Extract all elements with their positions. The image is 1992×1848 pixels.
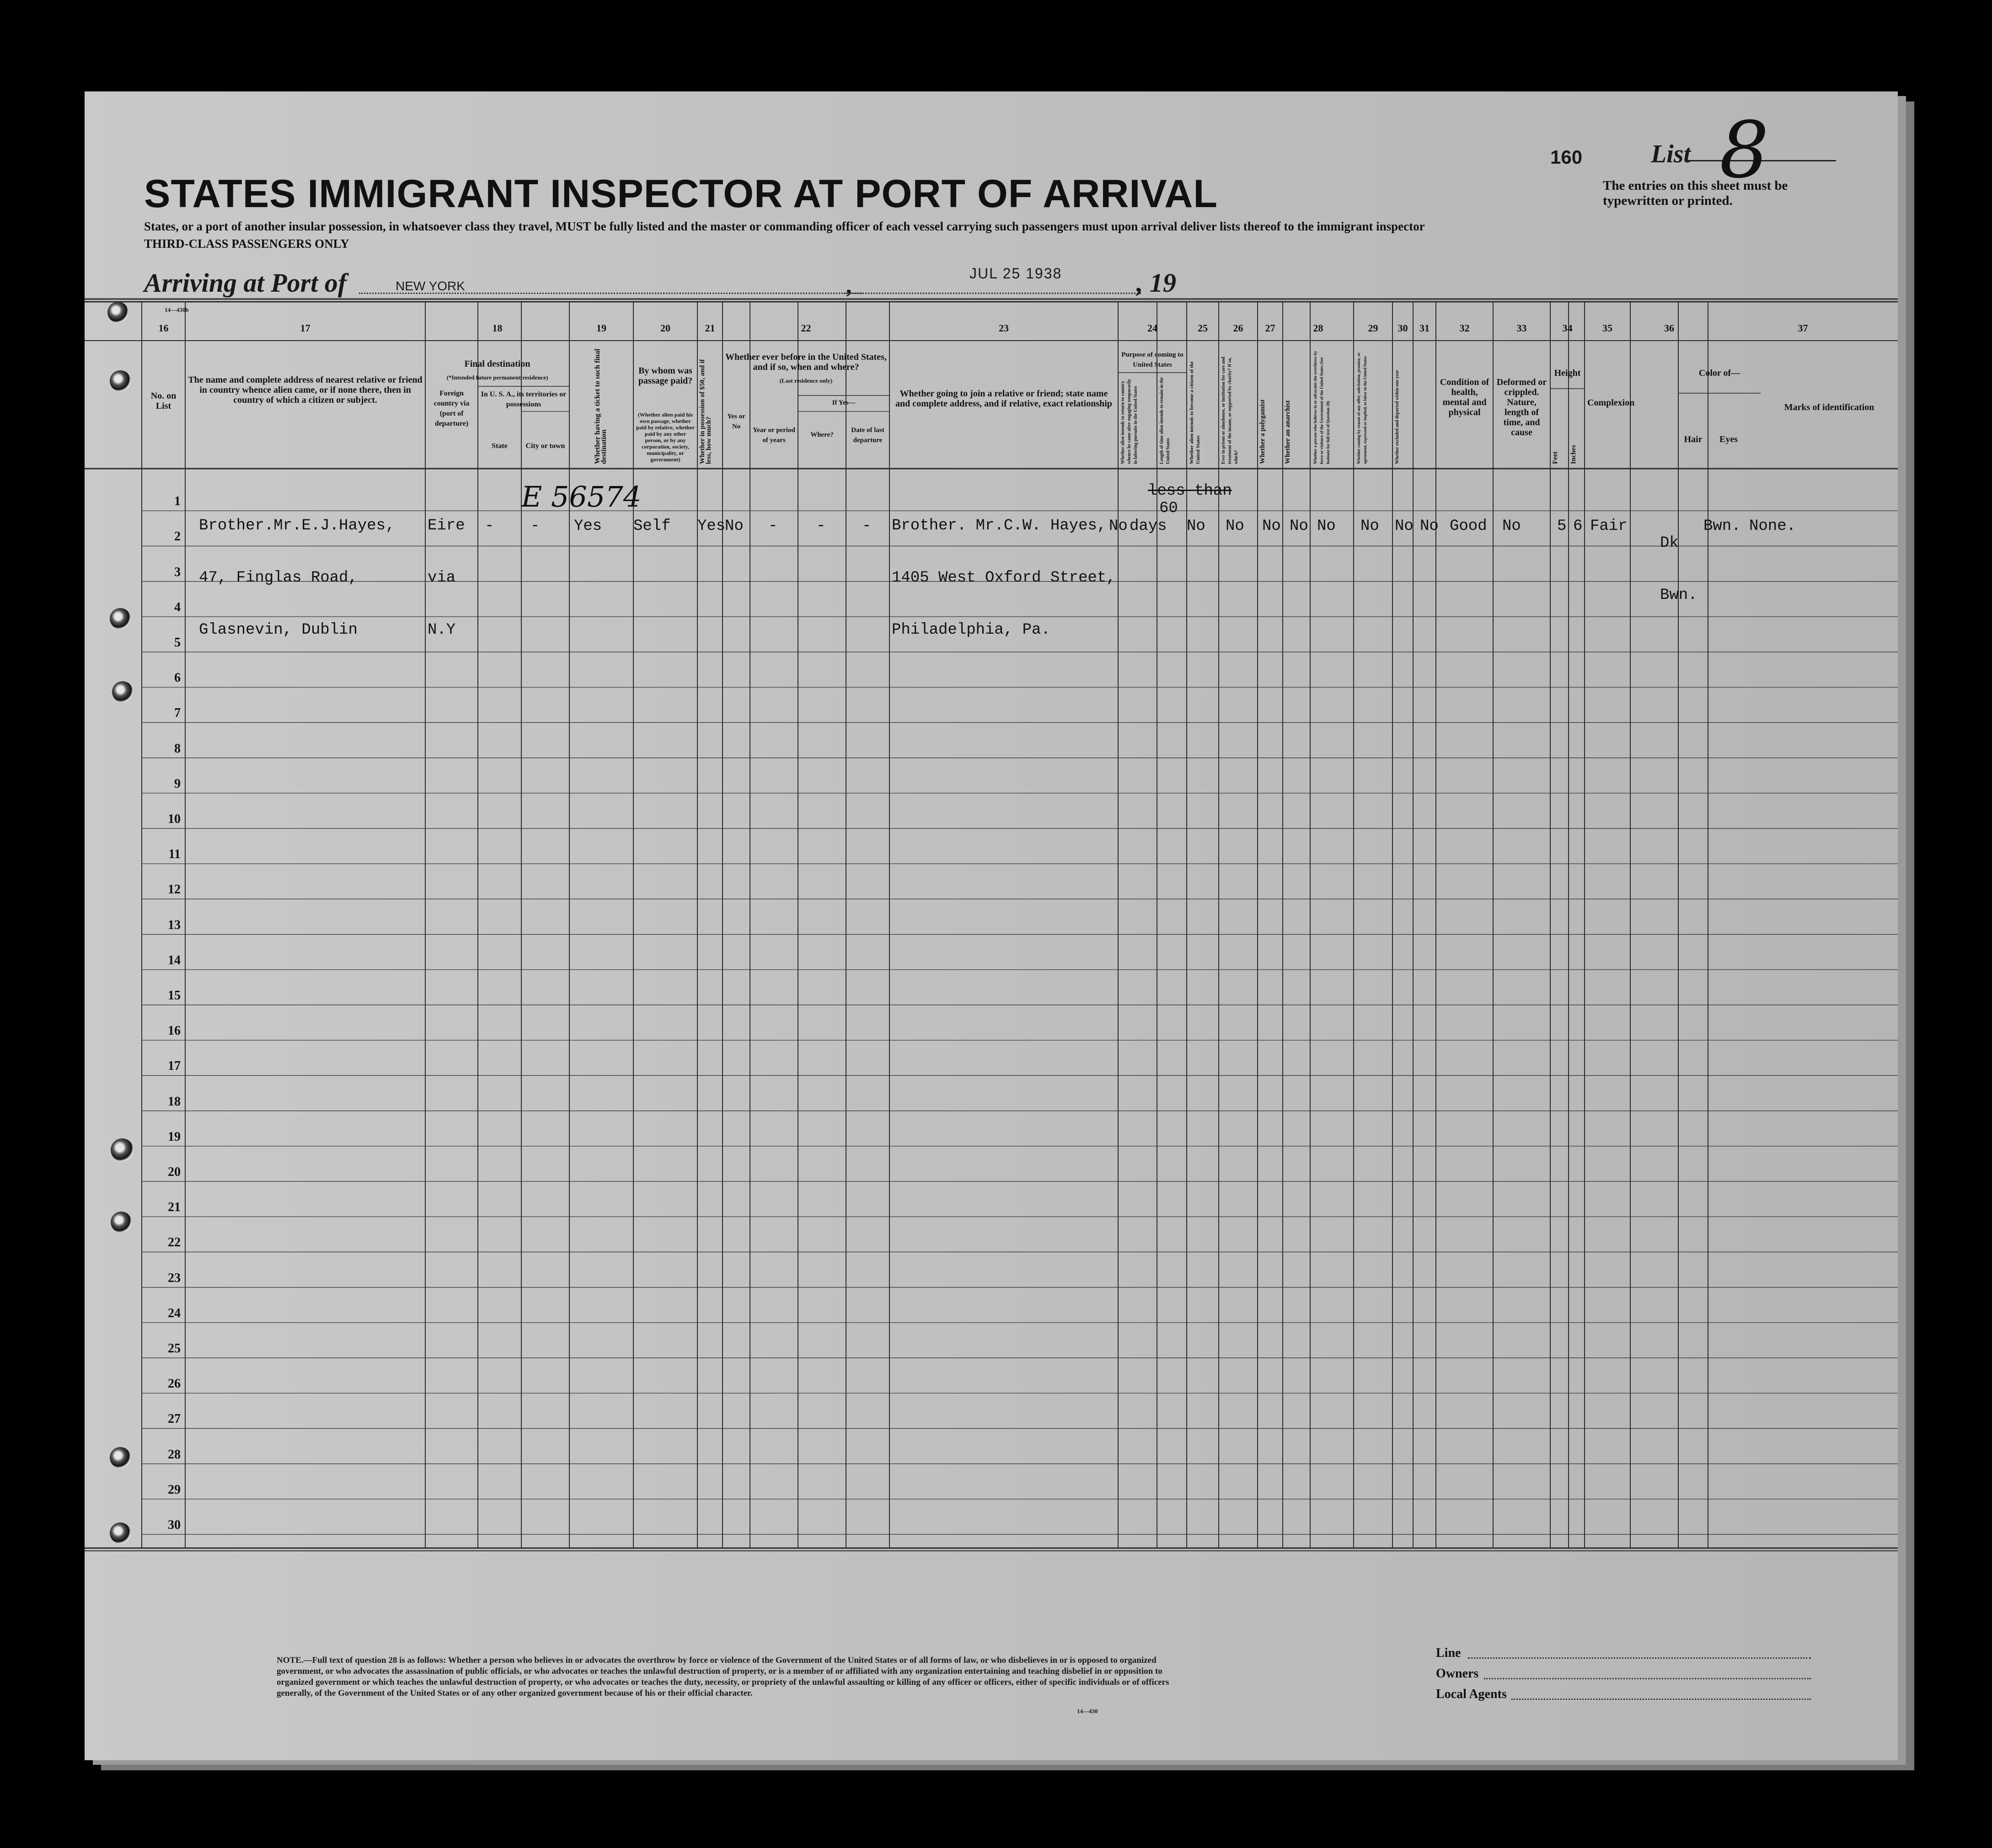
row-number: 1 [174, 494, 181, 509]
length-value: 60 [1159, 500, 1178, 517]
column-header: Whether ever before in the United States, and if so, when and where? [725, 352, 887, 372]
foreign-line: via [428, 569, 456, 587]
column-number: 22 [801, 322, 811, 334]
ticket-value: Yes [574, 518, 602, 535]
column-header: If Yes— [832, 399, 856, 406]
column-number: 25 [1198, 322, 1208, 334]
anarchist-value: No [1290, 518, 1308, 535]
arriving-label: Arriving at Port of [144, 268, 347, 298]
row-number: 29 [168, 1482, 181, 1497]
column-header: Color of— [1698, 368, 1740, 378]
column-number: 23 [999, 322, 1009, 334]
prison-value: No [1226, 518, 1244, 535]
column-number: 34 [1562, 322, 1573, 334]
years-value: - [768, 518, 778, 535]
complexion-value: Fair [1590, 518, 1628, 535]
join-line: 1405 West Oxford Street, [892, 569, 1116, 587]
column-number: 33 [1516, 322, 1527, 334]
column-header: In U. S. A., its territories or possessions [481, 390, 567, 408]
column-number: 16 [158, 322, 169, 334]
column-number: 32 [1459, 322, 1470, 334]
column-header: Eyes [1719, 434, 1738, 444]
column-header: Feet [1552, 451, 1559, 464]
length-unit: days [1130, 518, 1167, 535]
column-number: 29 [1368, 322, 1378, 334]
column-number: 26 [1233, 322, 1243, 334]
polygamist-value: No [1262, 518, 1281, 535]
q28-value: No [1317, 518, 1336, 535]
height-feet-value: 5 [1557, 518, 1567, 535]
hair-line: Dk [1660, 534, 1679, 552]
row-number: 4 [174, 600, 181, 614]
eyes-value: Bwn. [1703, 518, 1741, 535]
row-number: 14 [168, 953, 181, 967]
column-number: 37 [1798, 322, 1808, 334]
q31-value: No [1420, 518, 1439, 535]
column-header: Whether alien intends to return to country whence he came after engaging temporarily in laboring pursuits in the United States [1120, 379, 1138, 464]
column-header: No. on List [150, 391, 177, 411]
row-number: 23 [168, 1271, 181, 1285]
column-header: Whether an anarchist [1284, 400, 1291, 464]
column-header: Foreign country via (port of departure) [434, 390, 470, 427]
column-header: Whether going to join a relative or friend; state name and complete address, and if relative, exact relationship [895, 389, 1112, 409]
column-header: Whether having a ticket to such final destination [594, 348, 608, 464]
row-number: 22 [168, 1235, 181, 1250]
form-code-bottom: 14—430 [1077, 1708, 1098, 1714]
row-number: 25 [168, 1341, 181, 1356]
row-number: 17 [168, 1059, 181, 1074]
foreign-line: Eire [428, 517, 465, 534]
local-agents-label: Local Agents [1436, 1687, 1507, 1701]
return-intent-value: No [1109, 518, 1128, 535]
relative-line: Glasnevin, Dublin [199, 621, 358, 639]
line-field [1468, 1657, 1811, 1659]
column-number: 27 [1265, 322, 1275, 334]
column-number: 24 [1147, 322, 1157, 334]
relative-line: 47, Finglas Road, [199, 569, 358, 587]
date-stamp: JUL 25 1938 [969, 265, 1062, 282]
column-header: (*Intended future permanent residence) [446, 374, 548, 381]
before-in-us-value: No [725, 518, 744, 535]
fifty-dollars-value: Yes [697, 518, 726, 535]
entries-note: The entries on this sheet must be typewritten or printed. [1603, 178, 1788, 208]
relative-address [199, 482, 395, 673]
row-number: 9 [174, 776, 181, 791]
row-number: 30 [168, 1518, 181, 1532]
dest-city: - [530, 518, 540, 535]
owners-label: Owners [1436, 1666, 1479, 1681]
column-header: City or town [525, 442, 565, 450]
row-number: 3 [174, 565, 181, 579]
column-number: 21 [705, 322, 715, 334]
form-code-top: 14—430b [165, 306, 189, 313]
row-number: 21 [168, 1200, 181, 1215]
deformed-value: No [1502, 518, 1521, 535]
q30-value: No [1395, 518, 1414, 535]
column-header: State [492, 442, 508, 450]
column-number: 28 [1313, 322, 1323, 334]
row-number: 6 [174, 671, 181, 685]
column-header: Marks of identification [1784, 402, 1874, 412]
where-value: - [816, 518, 826, 535]
departure-value: - [862, 518, 872, 535]
column-header: Ever in prison or almshouse, or institution for care and treatment of the insane, or supported by charity? If so, which? [1221, 357, 1239, 464]
class-note: THIRD-CLASS PASSENGERS ONLY [144, 237, 349, 251]
row-number: 15 [168, 988, 181, 1003]
column-number: 36 [1664, 322, 1674, 334]
row-number: 12 [168, 882, 181, 897]
row-number: 10 [168, 812, 181, 826]
column-header: Hair [1684, 434, 1703, 444]
footnote-q28: NOTE.—Full text of question 28 is as follows: Whether a person who believes in or advocates the overthrow by force or violence of the Government of the United States or of all forms of law, or who disbelieves in or is opposed to organized government, or who advocates the assassination of public officials, or who advocates or teaches the unlawful destruction of property, or is a member of or affiliated with any organization entertaining and teaching disbelief in or opposition to organized government or which teaches the unlawful destruction of property, or who advocates or teaches the duty, necessity, or propriety of the unlawful assaulting or killing of any officer or officers, either of specific individuals or of officers generally, of the Government of the United States or of any other organized government because of his or their official character. [277, 1656, 1169, 1698]
column-header: (Last residence only) [779, 377, 833, 384]
column-header: Whether a polygamist [1259, 399, 1266, 464]
row-number: 11 [168, 847, 181, 862]
local-agents-field [1511, 1698, 1811, 1700]
line-label: Line [1436, 1646, 1461, 1660]
foreign-line: N.Y [428, 621, 456, 639]
row-number: 5 [174, 636, 181, 650]
join-line: Brother. Mr.C.W. Hayes, [892, 517, 1107, 534]
row-number: 20 [168, 1165, 181, 1179]
column-header: The name and complete address of nearest relative or friend in country whence alien came, or if none there, then in country of which a citizen or subject. [188, 375, 423, 405]
height-inches-value: 6 [1573, 518, 1583, 535]
list-label: List [1651, 140, 1691, 168]
column-number: 19 [596, 322, 606, 334]
column-number: 30 [1398, 322, 1408, 334]
column-header: Final destination [464, 359, 530, 369]
row-number: 2 [174, 529, 181, 544]
owners-field [1484, 1678, 1811, 1679]
form-subtitle: States, or a port of another insular possession, in whatsoever class they travel, MUST be fully listed and the master or commanding officer of each vessel carrying such passengers must upon arrival deliver lists thereof to the immigrant inspector [144, 219, 1425, 233]
handwritten-stamp-number: E 56574 [521, 480, 642, 513]
paid-by-value: Self [633, 518, 671, 535]
row-number: 19 [168, 1129, 181, 1144]
row-number: 18 [168, 1094, 181, 1109]
column-header: Complexion [1587, 398, 1635, 408]
column-header: Condition of health, mental and physical [1440, 377, 1489, 417]
column-number: 20 [660, 322, 670, 334]
column-header: Where? [810, 431, 834, 438]
dest-state: - [485, 518, 494, 535]
row-number: 13 [168, 918, 181, 932]
column-header: Yes or No [727, 413, 745, 430]
form-title: STATES IMMIGRANT INSPECTOR AT PORT OF ARRIVAL [144, 172, 1218, 216]
q29-value: No [1360, 518, 1379, 535]
column-header: Date of last departure [851, 427, 884, 444]
column-header: Deformed or crippled. Nature, length of time, and cause [1496, 377, 1547, 438]
row-number: 8 [174, 741, 181, 756]
join-relative [892, 482, 1116, 673]
row-number: 26 [168, 1377, 181, 1391]
column-header: Purpose of coming to United States [1121, 351, 1183, 369]
foreign-country [428, 482, 465, 673]
column-header: Inches [1570, 445, 1577, 464]
column-number: 35 [1602, 322, 1612, 334]
column-header: Length of time alien intends to remain in the United States [1159, 377, 1171, 464]
hair-line: Bwn. [1660, 587, 1697, 604]
column-number: 18 [492, 322, 503, 334]
list-number: 8 [1719, 105, 1769, 196]
column-header: Whether alien intends to become a citizen of the United States [1189, 361, 1201, 464]
column-header: By whom was passage paid? [638, 366, 693, 386]
year-label: , 19 [1136, 268, 1176, 298]
length-struck: less than [1148, 482, 1232, 500]
column-header: Whether in possession of $50, and if less, how much? [699, 359, 712, 464]
row-number: 28 [168, 1447, 181, 1462]
health-value: Good [1450, 518, 1487, 535]
row-number: 24 [168, 1306, 181, 1320]
column-header: Whether coming by reason of any offer, solicitation, promise, or agreement, expressed or implied, to labor in the United States [1356, 353, 1367, 464]
page-number: 160 [1550, 146, 1583, 168]
port-value: NEW YORK [396, 279, 465, 293]
column-header: Whether excluded and deported within one year [1395, 370, 1400, 464]
column-header: (Whether alien paid his own passage, whether paid by relative, whether paid by any other person, or by any corporation, society, municipality, or government) [636, 411, 695, 463]
column-header: Whether a person who believes in or advocates the overthrow by force or violence of the Government of the United States (See footnote for full text of Question 28) [1313, 351, 1330, 464]
manifest-sheet [85, 91, 1898, 1760]
column-header: Year or period of years [753, 427, 795, 444]
relative-line: Brother.Mr.E.J.Hayes, [199, 517, 395, 534]
column-number: 17 [300, 322, 311, 334]
port-comma: , [846, 272, 852, 298]
join-line: Philadelphia, Pa. [892, 621, 1050, 639]
row-number: 7 [174, 706, 181, 721]
row-number: 27 [168, 1412, 181, 1426]
row-number: 16 [168, 1024, 181, 1038]
column-number: 31 [1419, 322, 1430, 334]
hair-value [1660, 500, 1697, 639]
citizen-value: No [1187, 518, 1205, 535]
manifest-grid [85, 91, 1898, 1760]
column-header: Height [1554, 368, 1581, 378]
marks-value: None. [1749, 518, 1796, 535]
